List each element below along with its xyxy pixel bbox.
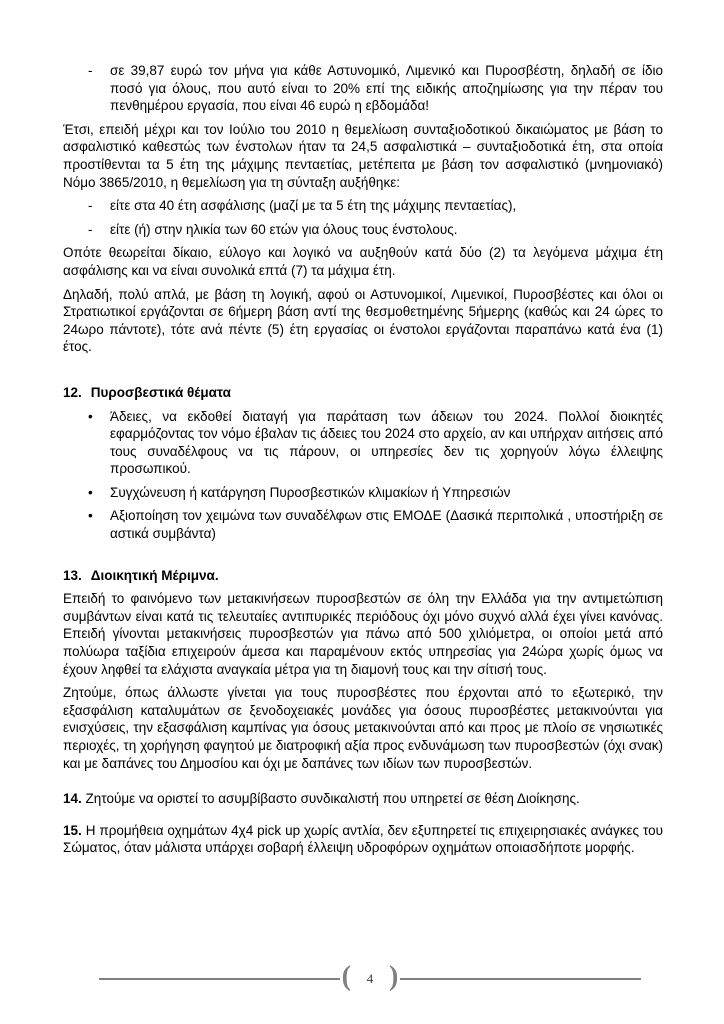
section-13-heading: [63, 567, 663, 585]
bullet-item-text: Αξιοποίηση τον χειμώνα των συναδέλφων στις ΕΜΟΔΕ (Δασικά περιπολικά , υποστήριξη σε αστικά συμβάντα): [110, 508, 663, 542]
bullet-marker: •: [88, 408, 93, 424]
footer-right-bracket-icon: ): [389, 961, 399, 992]
page-number: 4: [366, 971, 374, 987]
bullet-marker: •: [88, 508, 93, 524]
page-footer: [99, 961, 641, 993]
dash-item-text: είτε στα 40 έτη ασφάλισης (μαζί με τα 5 έτη της μάχιμης πενταετίας),: [110, 198, 517, 214]
bullet-item-merging: [63, 484, 663, 502]
bullet-marker: •: [88, 484, 93, 500]
paragraph-pension-foundation: Έτσι, επειδή μέχρι και τον Ιούλιο του 2010 η θεμελίωση συνταξιοδοτικού δικαιώματος με βάση το ασφαλιστικό καθεστώς των ένστολων ήταν τα 24,5 ασφαλιστικά – συνταξιοδοτικά έτη, στα οποία προστίθενται τα 5 έτη της μάχιμης πενταετίας, μετέπειτα με βάση τον ασφαλιστικό (μνημονιακό) Νόμο 3865/2010, η θεμελίωση για τη σύνταξη αυξήθηκε:: [63, 121, 663, 190]
dash-marker: -: [88, 63, 93, 78]
paragraph-relocations: Επειδή το φαινόμενο των μετακινήσεων πυροσβεστών σε όλη την Ελλάδα για την αντιμετώπιση συμβάντων είναι κατά τις τελευταίες αντιπυρικές περιόδους όχι μόνο συχνό αλλά έχει γίνει κανόνας. Επειδή γίνονται μετακινήσεις πυροσβεστών για πάνω από 500 χιλιόμετρα, οι οποίοι μετά από πολύωρα ταξίδια επιχειρούν άμεσα και παραμένουν εκτός υπηρεσίας για 24ώρα χωρίς όμως να έχουν ληφθεί τα ελάχιστα αναγκαία μέτρα για τη διαμονή τους και την σίτισή τους.: [63, 591, 663, 677]
item-15-number: 15.: [63, 822, 82, 838]
dash-marker: -: [88, 221, 93, 237]
item-15-text: Η προμήθεια οχημάτων 4χ4 pick up χωρίς αντλία, δεν εξυπηρετεί τις επιχειρησιακές ανάγκες του Σώματος, όταν μάλιστα υπάρχει σοβαρή έλλειψη υδροφόρων οχημάτων οποιασδήποτε μορφής.: [63, 822, 663, 856]
dash-item-text: είτε (ή) στην ηλικία των 60 ετών για όλους τους ένστολους.: [110, 221, 458, 237]
paragraph-item-15: [63, 822, 663, 857]
dash-list-item-option-1: [63, 197, 663, 215]
section-12-title: Πυροσβεστικά θέματα: [90, 384, 231, 400]
footer-left-bracket-icon: (: [341, 961, 351, 992]
dash-list-item-option-2: [63, 221, 663, 239]
footer-rule-right: [400, 978, 641, 980]
bullet-item-leaves: [63, 408, 663, 478]
section-13-title: Διοικητική Μέριμνα.: [90, 567, 219, 583]
item-14-text: Ζητούμε να οριστεί το ασυμβίβαστο συνδικαλιστή που υπηρετεί σε θέση Διοίκησης.: [85, 791, 580, 807]
paragraph-accommodation-request: Ζητούμε, όπως άλλωστε γίνεται για τους πυροσβέστες που έρχονται από το εξωτερικό, την εξασφάλιση καταλυμάτων σε ξενοδοχειακές μονάδες για όσους πυροσβέστες μετακινούνται για ενισχύσεις, την εξασφάλιση καμπίνας για όσους μετακινούνται από και προς με πλοίο σε νησιωτικές περιοχές, τη χορήγηση φαγητού με διατροφική αξία προς ενδυνάμωση των πυροσβεστών (όχι σνακ) και με δαπάνες του Δημοσίου και όχι με δαπάνες των ιδίων των πυροσβεστών.: [63, 685, 663, 771]
bullet-item-text: Συγχώνευση ή κατάργηση Πυροσβεστικών κλιμακίων ή Υπηρεσιών: [110, 484, 511, 500]
paragraph-item-14: [63, 790, 663, 808]
dash-item-text: σε 39,87 ευρώ τον μήνα για κάθε Αστυνομικό, Λιμενικό και Πυροσβέστη, δηλαδή σε ίδιο ποσό για όλους, που αυτό είναι το 20% επί της ειδικής αποζημίωσης για την πέραν του πενθημέρου εργασία, που είναι 46 ευρώ η εβδομάδα!: [110, 63, 663, 114]
bullet-item-emode: [63, 507, 663, 542]
section-13-number: 13.: [63, 567, 82, 583]
item-14-number: 14.: [63, 791, 82, 807]
dash-marker: -: [88, 198, 93, 214]
bullet-item-text: Άδειες, να εκδοθεί διαταγή για παράταση των άδειων του 2024. Πολλοί διοικητές εφαρμόζοντας τον νόμο έβαλαν τις άδειες του 2024 στο αρχείο, αν και υπήρχαν αιτήσεις από τους συναδέλφους να τις πάρουν, οι υπηρεσίες δεν τις χορηγούν λόγω έλλειψης προσωπικού.: [110, 408, 663, 477]
dash-list-item-carryover: [63, 62, 663, 115]
paragraph-work-logic: Δηλαδή, πολύ απλά, με βάση τη λογική, αφού οι Αστυνομικοί, Λιμενικοί, Πυροσβέστες και όλοι οι Στρατιωτικοί εργάζονται σε 6ήμερη βάση αντί της θεσμοθετημένης 5ήμερης (καθώς και 24 ώρες το 24ωρο πάντοτε), τότε ανά πέντε (5) έτη εργασίας οι ένστολοι εργάζονται παραπάνω κατά ένα (1) έτος.: [63, 286, 663, 355]
section-12-heading: [63, 384, 663, 402]
paragraph-fair-increase: Οπότε θεωρείται δίκαιο, εύλογο και λογικό να αυξηθούν κατά δύο (2) τα λεγόμενα μάχιμα έτη ασφάλισης και να είναι συνολικά επτά (7) τα μάχιμα έτη.: [63, 245, 663, 278]
section-12-number: 12.: [63, 384, 82, 400]
footer-rule-left: [99, 978, 340, 980]
